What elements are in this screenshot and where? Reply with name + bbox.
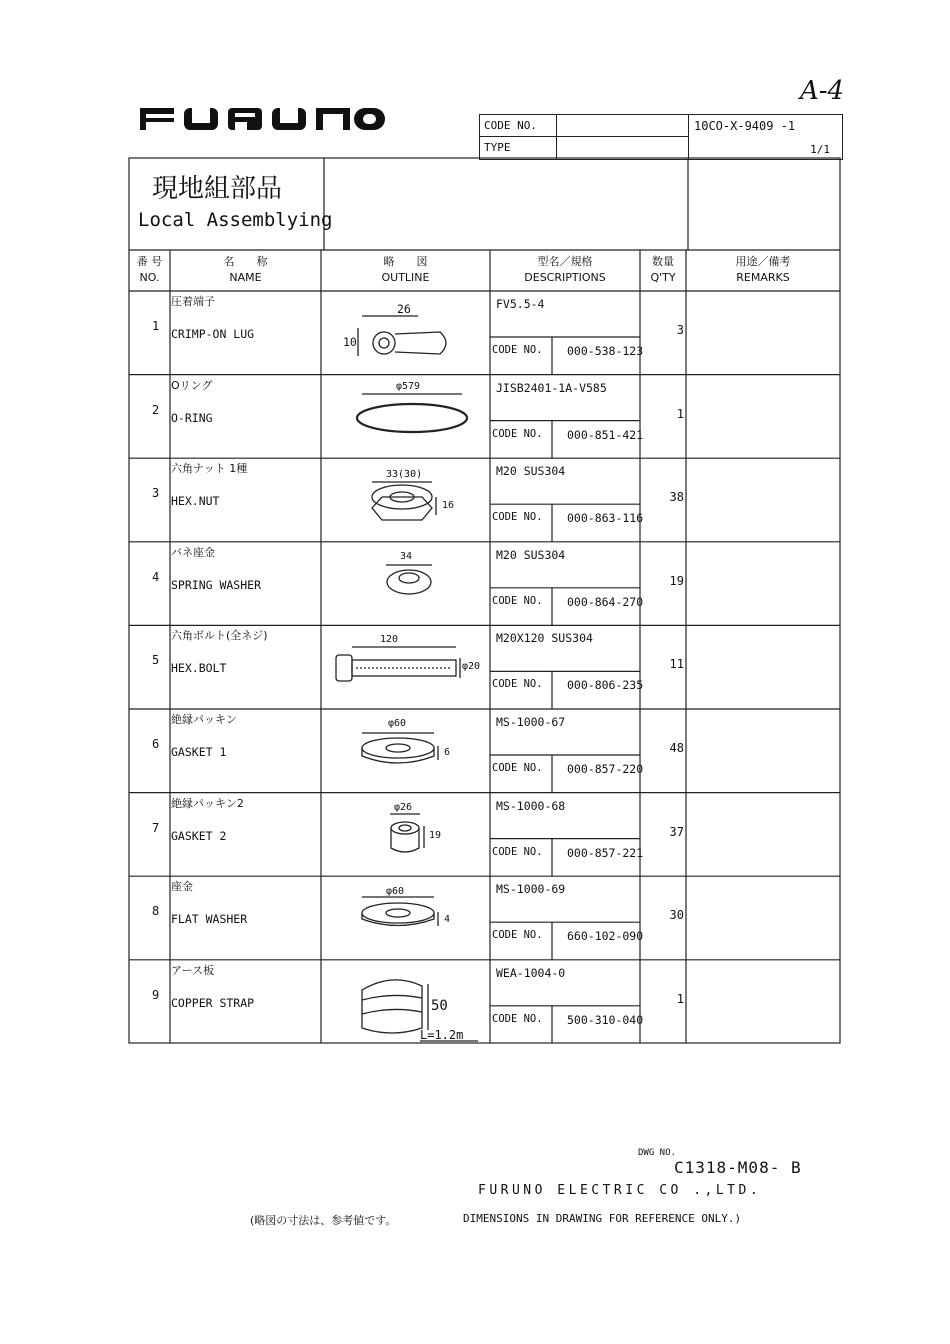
code-no-label: CODE NO. bbox=[492, 678, 543, 691]
dwg-label: DWG NO. bbox=[638, 1148, 676, 1158]
col-header-descriptions: 型名／規格 DESCRIPTIONS bbox=[524, 255, 606, 284]
col-header-name: 名 称 NAME bbox=[223, 255, 268, 284]
item-code: 000-806-235 bbox=[567, 678, 644, 693]
item-number: 3 bbox=[152, 486, 160, 501]
item-qty: 11 bbox=[669, 657, 684, 672]
code-no-label: CODE NO. bbox=[492, 594, 543, 607]
dim-label: φ60 bbox=[388, 718, 407, 729]
item-qty: 3 bbox=[676, 323, 684, 337]
item-name-en: CRIMP-ON LUG bbox=[171, 327, 255, 341]
item-name-en: FLAT WASHER bbox=[171, 912, 248, 927]
company-name: FURUNO ELECTRIC CO .,LTD. bbox=[478, 1183, 762, 1198]
item-name-jp: 六角ナット 1種 bbox=[171, 462, 248, 476]
col-header-no: 番 号 NO. bbox=[136, 255, 163, 284]
item-number: 5 bbox=[152, 653, 160, 668]
code-no-label: CODE NO. bbox=[484, 119, 537, 132]
code-no-label: CODE NO. bbox=[492, 929, 543, 942]
item-name-en: O-RING bbox=[171, 410, 213, 425]
item-description: WEA-1004-0 bbox=[496, 965, 566, 980]
code-no-label: CODE NO. bbox=[492, 427, 543, 440]
col-header-qty: 数量 Q'TY bbox=[650, 255, 676, 284]
item-name-jp: 六角ボルト(全ネジ) bbox=[171, 629, 268, 643]
code-no-label: CODE NO. bbox=[492, 845, 543, 858]
dim-label: 16 bbox=[442, 500, 455, 511]
doc-code: 10CO-X-9409 -1 bbox=[694, 119, 796, 133]
item-qty: 19 bbox=[669, 573, 684, 588]
item-number: 1 bbox=[152, 319, 160, 333]
hex-bolt-sketch bbox=[336, 647, 460, 681]
flat-washer-sketch bbox=[362, 897, 438, 926]
item-code: 000-851-421 bbox=[567, 427, 644, 442]
item-name-en: COPPER STRAP bbox=[171, 995, 255, 1010]
title-english: Local Assemblying bbox=[138, 209, 333, 231]
item-qty: 38 bbox=[669, 490, 684, 505]
item-description: MS-1000-69 bbox=[496, 882, 566, 897]
code-no-label: CODE NO. bbox=[492, 1012, 543, 1025]
gasket-1-sketch bbox=[362, 733, 438, 763]
item-qty: 37 bbox=[669, 824, 684, 839]
dim-label: L=1.2m bbox=[420, 1028, 464, 1042]
item-description: MS-1000-67 bbox=[496, 715, 566, 729]
code-no-label: CODE NO. bbox=[492, 511, 543, 524]
dim-label: 10 bbox=[343, 335, 357, 349]
item-name-jp: バネ座金 bbox=[171, 545, 215, 559]
dim-label: 19 bbox=[429, 830, 442, 841]
item-name-jp: 絶縁パッキン2 bbox=[171, 796, 244, 810]
o-ring-sketch bbox=[357, 394, 467, 432]
dim-label: 6 bbox=[444, 747, 451, 758]
code-no-label: CODE NO. bbox=[492, 344, 543, 356]
item-description: JISB2401-1A-V585 bbox=[496, 380, 607, 395]
code-no-label: CODE NO. bbox=[492, 762, 543, 774]
item-name-en: HEX.BOLT bbox=[171, 661, 227, 676]
item-description: MS-1000-68 bbox=[496, 798, 566, 813]
item-code: 000-857-221 bbox=[567, 845, 644, 860]
dim-label: φ26 bbox=[394, 802, 413, 813]
item-description: M20 SUS304 bbox=[496, 464, 566, 479]
crimp-lug-sketch bbox=[358, 316, 446, 356]
item-number: 7 bbox=[152, 820, 160, 835]
item-code: 000-864-270 bbox=[567, 594, 644, 609]
item-name-en: HEX.NUT bbox=[171, 494, 220, 509]
col-header-remarks: 用途／備考 REMARKS bbox=[735, 255, 791, 284]
item-name-jp: 絶縁パッキン bbox=[171, 713, 237, 726]
dim-label: 33(30) bbox=[386, 469, 423, 480]
title-japanese: 現地組部品 bbox=[152, 174, 283, 204]
item-number: 9 bbox=[152, 987, 160, 1002]
item-number: 2 bbox=[152, 402, 160, 417]
dim-label: 34 bbox=[400, 551, 413, 562]
hex-nut-sketch bbox=[372, 482, 436, 520]
item-name-jp: アース板 bbox=[171, 963, 215, 977]
item-qty: 30 bbox=[669, 908, 684, 923]
item-description: FV5.5-4 bbox=[496, 297, 545, 311]
item-code: 000-863-116 bbox=[567, 511, 644, 526]
dim-label: 26 bbox=[397, 302, 411, 316]
item-number: 8 bbox=[152, 904, 160, 919]
dim-label: φ60 bbox=[386, 886, 405, 897]
item-code: 500-310-040 bbox=[567, 1012, 644, 1027]
sheet-number: 1/1 bbox=[810, 143, 830, 156]
item-code: 000-538-123 bbox=[567, 344, 644, 358]
dim-label: 4 bbox=[444, 914, 451, 925]
item-name-en: GASKET 1 bbox=[171, 745, 227, 759]
item-description: M20 SUS304 bbox=[496, 547, 566, 562]
item-name-jp: 座金 bbox=[171, 880, 193, 894]
item-code: 660-102-090 bbox=[567, 929, 644, 944]
spring-washer-sketch bbox=[386, 565, 432, 594]
dim-label: 120 bbox=[380, 634, 399, 645]
type-label: TYPE bbox=[484, 141, 511, 154]
gasket-2-sketch bbox=[390, 814, 424, 852]
item-description: M20X120 SUS304 bbox=[496, 631, 593, 646]
item-qty: 1 bbox=[676, 406, 684, 421]
dimension-note-jp: (略図の寸法は、参考値です。 bbox=[250, 1214, 397, 1227]
item-qty: 1 bbox=[676, 991, 684, 1006]
item-number: 4 bbox=[152, 569, 160, 584]
page-mark: A-4 bbox=[800, 76, 845, 106]
col-header-outline: 略 図 OUTLINE bbox=[381, 255, 430, 284]
item-name-en: GASKET 2 bbox=[171, 828, 227, 843]
dwg-number: C1318-M08- B bbox=[674, 1158, 802, 1177]
dim-label: φ20 bbox=[462, 661, 481, 672]
item-name-en: SPRING WASHER bbox=[171, 577, 262, 592]
item-code: 000-857-220 bbox=[567, 762, 644, 776]
item-name-jp: Oリング bbox=[171, 378, 213, 392]
dim-label: 50 bbox=[431, 998, 448, 1014]
item-qty: 48 bbox=[669, 741, 684, 755]
dimension-note-en: DIMENSIONS IN DRAWING FOR REFERENCE ONLY.) bbox=[463, 1212, 742, 1225]
dim-label: φ579 bbox=[396, 381, 421, 392]
item-number: 6 bbox=[152, 737, 160, 751]
item-name-jp: 圧着端子 bbox=[171, 295, 215, 308]
